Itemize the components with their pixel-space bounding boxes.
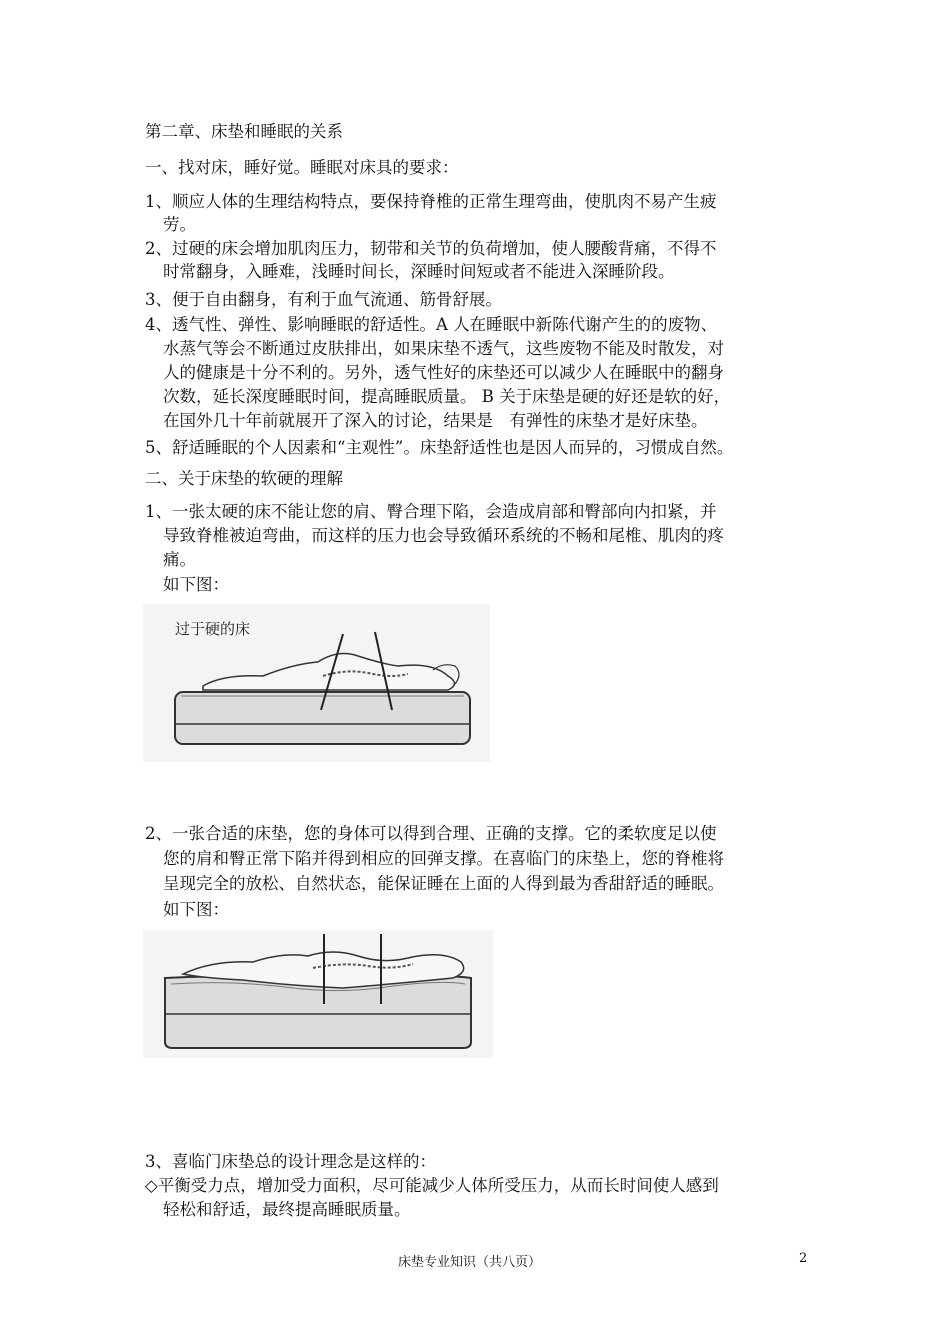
list-item-4-line-4: 次数，延长深度睡眠时间，提高睡眠质量。 B 关于床垫是硬的好还是软的好， (163, 387, 731, 406)
section-heading-2: 二、关于床垫的软硬的理解 (145, 469, 343, 488)
list-item-4-line-5: 在国外几十年前就展开了深入的讨论，结果是 有弹性的床垫才是好床垫。 (163, 411, 708, 430)
list-item-2-line-2: 时常翻身，入睡难，浅睡时间长，深睡时间短或者不能进入深睡阶段。 (163, 262, 675, 281)
sec2-item-1-line-4: 如下图： (163, 575, 229, 594)
bullet-line-1: ◇平衡受力点，增加受力面积，尽可能减少人体所受压力，从而长时间使人感到 (145, 1176, 719, 1195)
sec2-item-1-line-3: 痛。 (163, 550, 196, 569)
list-item-1-line-1: 1、顺应人体的生理结构特点，要保持脊椎的正常生理弯曲，使肌肉不易产生疲 (145, 192, 717, 211)
sec2-item-3: 3、喜临门床垫总的设计理念是这样的： (145, 1152, 436, 1171)
footer-title: 床垫专业知识（共八页） (398, 1255, 542, 1270)
figure-proper-mattress (143, 930, 493, 1058)
page-number: 2 (799, 1251, 808, 1266)
sec2-item-1-line-2: 导致脊椎被迫弯曲，而这样的压力也会导致循环系统的不畅和尾椎、肌肉的疼 (163, 526, 724, 545)
sec2-item-2-line-3: 呈现完全的放松、自然状态，能保证睡在上面的人得到最为香甜舒适的睡眠。 (163, 874, 724, 893)
list-item-4-line-2: 水蒸气等会不断通过皮肤排出，如果床垫不透气，这些废物不能及时散发，对 (163, 339, 724, 358)
sec2-item-1-line-1: 1、一张太硬的床不能让您的肩、臀合理下陷，会造成肩部和臀部向内扣紧，并 (145, 502, 717, 521)
list-item-3: 3、便于自由翻身，有利于血气流通、筋骨舒展。 (145, 290, 502, 309)
figure-too-hard-bed (143, 604, 490, 762)
section-heading-1: 一、找对床，睡好觉。睡眠对床具的要求： (145, 158, 459, 177)
sec2-item-2-line-1: 2、一张合适的床垫，您的身体可以得到合理、正确的支撑。它的柔软度足以使 (145, 824, 717, 843)
list-item-1-line-2: 劳。 (163, 215, 196, 234)
list-item-2-line-1: 2、过硬的床会增加肌肉压力，韧带和关节的负荷增加，使人腰酸背痛，不得不 (145, 239, 717, 258)
sec2-item-2-line-2: 您的肩和臀正常下陷并得到相应的回弹支撑。在喜临门的床垫上，您的脊椎将 (163, 849, 724, 868)
figure-too-hard-bed-label: 过于硬的床 (175, 620, 251, 638)
chapter-title: 第二章、床垫和睡眠的关系 (145, 122, 343, 141)
list-item-4-line-1: 4、透气性、弹性、影响睡眠的舒适性。A 人在睡眠中新陈代谢产生的的废物、 (145, 315, 718, 334)
list-item-5: 5、舒适睡眠的个人因素和“主观性”。床垫舒适性也是因人而异的，习惯成自然。 (145, 438, 734, 457)
bullet-line-2: 轻松和舒适，最终提高睡眠质量。 (163, 1200, 411, 1219)
list-item-4-line-3: 人的健康是十分不利的。另外，透气性好的床垫还可以减少人在睡眠中的翻身 (163, 363, 724, 382)
sec2-item-2-line-4: 如下图： (163, 900, 229, 919)
